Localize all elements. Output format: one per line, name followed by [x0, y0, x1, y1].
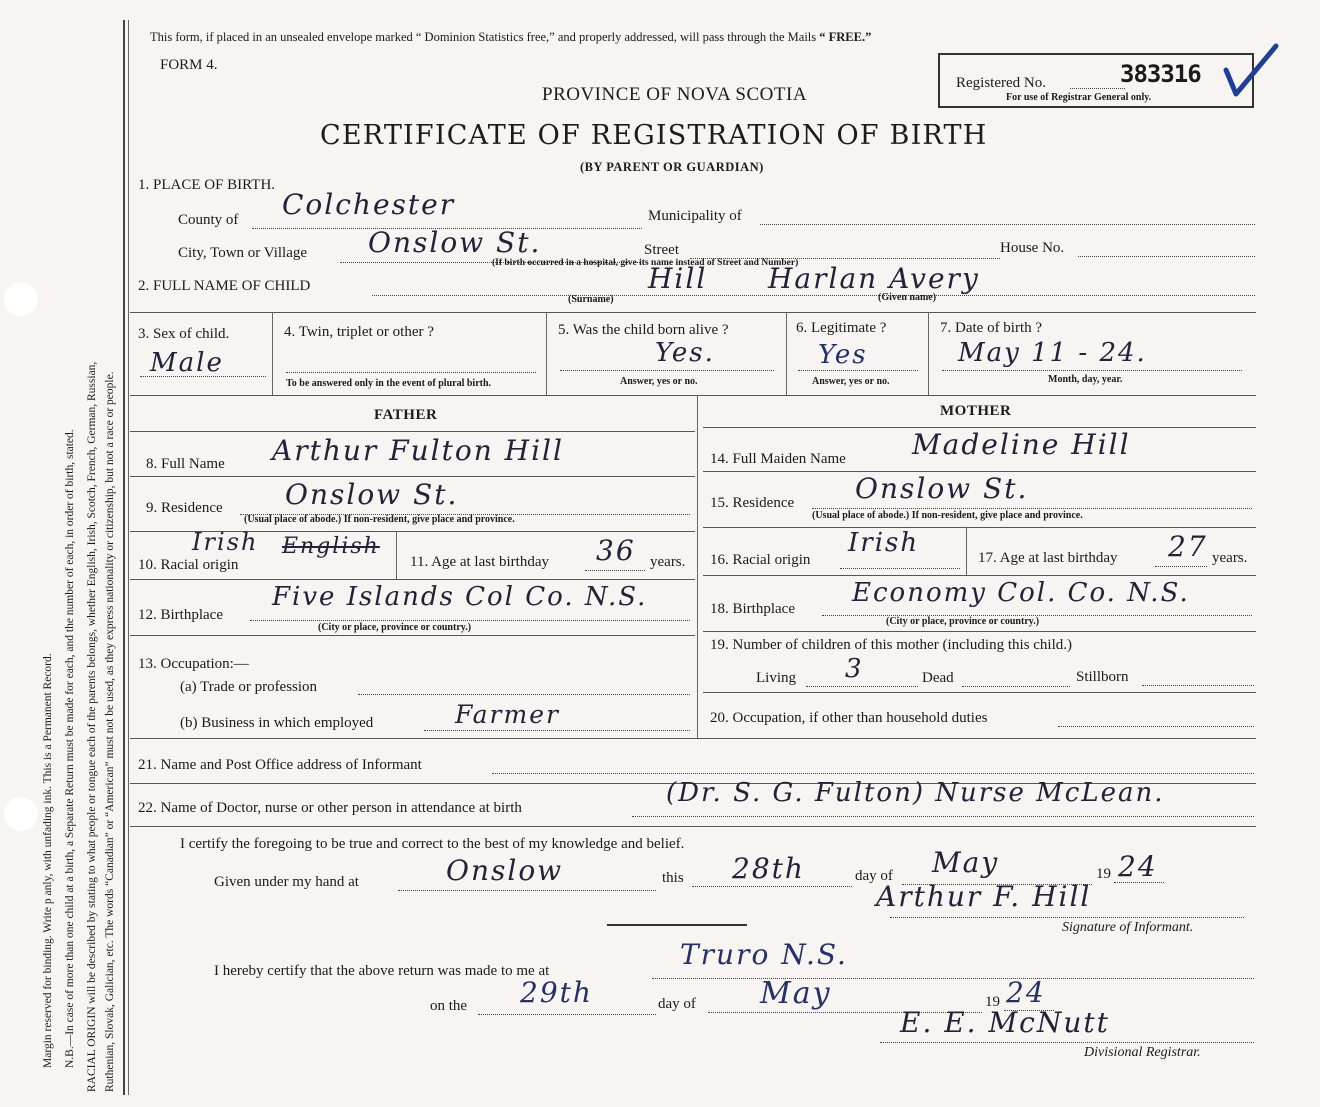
- father-racial-label: 10. Racial origin: [138, 557, 239, 573]
- mother-residence-label: 15. Residence: [710, 495, 795, 511]
- given-year-value: 24: [1118, 850, 1158, 883]
- registrar-certify-text: I hereby certify that the above return was made to me at: [214, 963, 550, 979]
- father-birthplace-label: 12. Birthplace: [138, 607, 223, 623]
- father-racial-struck: English: [282, 534, 380, 559]
- doctor-label: 22. Name of Doctor, nurse or other person in attendance at birth: [138, 800, 522, 816]
- father-heading-line: [130, 431, 695, 432]
- father-residence-label: 9. Residence: [146, 500, 223, 516]
- father-row-12-line: [130, 635, 695, 636]
- registered-dotted: [1070, 88, 1125, 89]
- house-label: House No.: [1000, 240, 1065, 256]
- dob-line: [942, 370, 1242, 371]
- mother-racial-label: 16. Racial origin: [710, 552, 811, 568]
- twin-note: To be answered only in the event of plural birth.: [286, 378, 492, 389]
- father-birthplace-line: [250, 620, 690, 621]
- mother-name-value: Madeline Hill: [912, 428, 1131, 461]
- mother-age-value: 27: [1168, 530, 1208, 563]
- mother-dead-label: Dead: [922, 670, 954, 686]
- row-3-div-1: [272, 312, 273, 395]
- given-place-value: Onslow: [446, 854, 564, 887]
- legitimate-line: [798, 370, 918, 371]
- informant-signature: Arthur F. Hill: [876, 880, 1092, 913]
- mother-dead-line: [962, 686, 1070, 687]
- father-name-label: 8. Full Name: [146, 456, 225, 472]
- mother-birthplace-value: Economy Col. Co. N.S.: [852, 578, 1190, 608]
- father-name-value: Arthur Fulton Hill: [272, 434, 564, 467]
- given-day-line: [692, 886, 852, 887]
- row-22-bottom: [130, 826, 1256, 827]
- row-3-div-4: [928, 312, 929, 395]
- registrar-year-value: 24: [1006, 976, 1046, 1009]
- registrar-signature-line: [880, 1042, 1254, 1043]
- mother-residence-value: Onslow St.: [855, 472, 1029, 505]
- row-3-bottom: [130, 395, 1256, 396]
- margin-rule-inner: [128, 20, 129, 1095]
- county-value: Colchester: [282, 188, 456, 221]
- mother-row-15-line: [703, 527, 1256, 528]
- mother-racial-line: [840, 568, 960, 569]
- father-heading: FATHER: [374, 407, 438, 423]
- registrar-day-value: 29th: [520, 976, 593, 1009]
- city-label: City, Town or Village: [178, 245, 308, 261]
- child-name-label: 2. FULL NAME OF CHILD: [138, 278, 311, 294]
- mother-row-18-line: [703, 631, 1256, 632]
- mother-living-value: 3: [845, 654, 864, 684]
- mother-occupation-line: [1058, 726, 1254, 727]
- registrar-month-value: May: [760, 976, 832, 1011]
- informant-signature-line: [890, 917, 1244, 918]
- alive-value: Yes.: [655, 338, 715, 368]
- doctor-line: [632, 816, 1254, 817]
- separator-rule: [607, 924, 747, 926]
- alive-note: Answer, yes or no.: [620, 376, 698, 387]
- hospital-note: (If birth occurred in a hospital, give its name instead of Street and Number): [492, 258, 799, 268]
- mother-age-line: [1155, 566, 1207, 567]
- father-birthplace-note: (City or place, province or country.): [318, 622, 472, 633]
- dob-value: May 11 - 24.: [958, 338, 1147, 368]
- doctor-value: (Dr. S. G. Fulton) Nurse McLean.: [666, 778, 1165, 808]
- municipality-line: [760, 224, 1255, 225]
- alive-line: [560, 370, 774, 371]
- father-residence-value: Onslow St.: [285, 478, 459, 511]
- mother-living-label: Living: [756, 670, 796, 686]
- mother-residence-note: (Usual place of abode.) If non-resident, give place and province.: [812, 510, 1083, 521]
- mother-racial-value: Irish: [848, 528, 920, 558]
- row-21-top: [130, 738, 1256, 739]
- place-of-birth-label: 1. PLACE OF BIRTH.: [138, 177, 276, 193]
- father-residence-note: (Usual place of abode.) If non-resident, give place and province.: [244, 514, 515, 525]
- registrar-place-line: [652, 978, 1254, 979]
- legitimate-value: Yes: [818, 340, 868, 370]
- father-row-10-div: [396, 531, 397, 579]
- registrar-caption: Divisional Registrar.: [1084, 1045, 1201, 1060]
- municipality-label: Municipality of: [648, 208, 742, 224]
- father-trade-label: (a) Trade or profession: [180, 679, 318, 695]
- father-occupation-label: 13. Occupation:—: [138, 656, 249, 672]
- given-under-label: Given under my hand at: [214, 874, 359, 890]
- sex-value: Male: [150, 348, 224, 378]
- informant-certify-text: I certify the foregoing to be true and correct to the best of my knowledge and belief.: [180, 836, 685, 852]
- punch-hole-top: [4, 282, 38, 316]
- mother-name-label: 14. Full Maiden Name: [710, 451, 846, 467]
- county-label: County of: [178, 212, 239, 228]
- mother-birthplace-label: 18. Birthplace: [710, 601, 795, 617]
- registered-number: 383316: [1120, 60, 1201, 88]
- legitimate-label: 6. Legitimate ?: [796, 320, 887, 336]
- father-row-8-line: [130, 476, 695, 477]
- father-age-value: 36: [596, 534, 636, 567]
- mother-stillborn-line: [1142, 685, 1254, 686]
- informant-label: 21. Name and Post Office address of Informant: [138, 757, 422, 773]
- certificate-title: CERTIFICATE OF REGISTRATION OF BIRTH: [320, 120, 988, 151]
- row-3-div-2: [546, 312, 547, 395]
- alive-label: 5. Was the child born alive ?: [558, 322, 729, 338]
- margin-note-binding: Margin reserved for binding. Write p anly, with unfading ink. This is a Permanent Record.: [42, 653, 54, 1068]
- form-number: FORM 4.: [160, 57, 218, 73]
- father-trade-line: [358, 694, 690, 695]
- registrar-place-value: Truro N.S.: [680, 938, 848, 971]
- legitimate-note: Answer, yes or no.: [812, 376, 890, 387]
- mother-occupation-label: 20. Occupation, if other than household duties: [710, 710, 988, 726]
- mother-children-label: 19. Number of children of this mother (including this child.): [710, 637, 1073, 653]
- mother-row-16-div: [966, 527, 967, 575]
- mother-years-label: years.: [1212, 550, 1248, 566]
- mother-row-16-line: [703, 575, 1256, 576]
- given-month-value: May: [932, 846, 1000, 879]
- registered-label: Registered No.: [956, 75, 1046, 91]
- father-age-label: 11. Age at last birthday: [410, 554, 549, 570]
- father-years-label: years.: [650, 554, 686, 570]
- father-racial-value: Irish: [192, 528, 259, 556]
- mother-age-label: 17. Age at last birthday: [978, 550, 1118, 566]
- check-mark-icon: [1222, 42, 1282, 102]
- given-year-line: [1114, 882, 1164, 883]
- margin-note-racial-origin: RACIAL ORIGIN will be described by stating to what people or tongue each of the parents belongs, whether English, Irish, Scotch, French, German, Russian,: [86, 361, 98, 1092]
- mail-notice: [150, 30, 871, 45]
- street-label: Street: [644, 242, 679, 258]
- registrar-signature: E. E. McNutt: [900, 1006, 1110, 1039]
- surname-caption: (Surname): [568, 294, 614, 305]
- informant-line: [492, 773, 1254, 774]
- given-this-label: this: [662, 870, 684, 886]
- registrar-day-line: [478, 1014, 656, 1015]
- mother-birthplace-note: (City or place, province or country.): [886, 616, 1040, 627]
- given-name-caption: (Given name): [878, 292, 937, 303]
- twin-label: 4. Twin, triplet or other ?: [284, 324, 434, 340]
- dob-label: 7. Date of birth ?: [940, 320, 1043, 336]
- dob-note: Month, day, year.: [1048, 374, 1123, 385]
- province-heading: PROVINCE OF NOVA SCOTIA: [542, 84, 808, 105]
- parents-divider: [697, 395, 698, 738]
- father-row-10-line: [130, 579, 695, 580]
- father-birthplace-value: Five Islands Col Co. N.S.: [272, 582, 648, 612]
- child-surname: Hill: [648, 262, 708, 295]
- mail-notice-text: This form, if placed in an unsealed envelope marked “ Dominion Statistics free,” and properly addressed, will pass through the Mails: [150, 30, 817, 44]
- father-business-label: (b) Business in which employed: [180, 715, 374, 731]
- certificate-subtitle: (BY PARENT OR GUARDIAN): [580, 160, 764, 174]
- sex-line: [140, 376, 266, 377]
- mail-notice-free: “ FREE.”: [819, 30, 872, 44]
- informant-signature-caption: Signature of Informant.: [1062, 920, 1194, 935]
- child-given-names: Harlan Avery: [768, 262, 980, 295]
- given-year-prefix: 19: [1096, 866, 1111, 882]
- registrar-day-of-label: day of: [658, 996, 696, 1012]
- given-day-of-label: day of: [855, 868, 893, 884]
- child-name-line: [372, 295, 1255, 296]
- punch-hole-bottom: [4, 797, 38, 831]
- margin-rule: [123, 20, 125, 1095]
- mother-row-19-line: [703, 692, 1256, 693]
- father-business-line: [424, 730, 690, 731]
- given-place-line: [398, 890, 656, 891]
- father-business-value: Farmer: [455, 700, 560, 729]
- mother-stillborn-label: Stillborn: [1076, 669, 1129, 685]
- registrar-on-the-label: on the: [430, 998, 468, 1014]
- mother-residence-line: [812, 508, 1252, 509]
- twin-line: [286, 372, 536, 373]
- given-day-value: 28th: [732, 852, 805, 885]
- father-age-line: [585, 570, 645, 571]
- registrar-use-note: For use of Registrar General only.: [1006, 92, 1152, 103]
- city-value: Onslow St.: [368, 226, 542, 259]
- mother-heading: MOTHER: [940, 403, 1012, 419]
- registrar-year-prefix: 19: [985, 994, 1000, 1010]
- mother-living-line: [806, 686, 918, 687]
- margin-note-multiple-births: N.B.—In case of more than one child at a birth, a Separate Return must be made for each, and the number of each, in order of birth, stated.: [64, 429, 76, 1068]
- margin-note-nationality: Ruthenian, Slovak, Galician, etc. The words “Canadian” or “American” must not be used, as they express nationality or citizenship, but not a race or people.: [104, 371, 116, 1092]
- sex-label: 3. Sex of child.: [138, 326, 230, 342]
- house-line: [1078, 256, 1255, 257]
- row-3-top: [130, 312, 1256, 313]
- row-3-div-3: [786, 312, 787, 395]
